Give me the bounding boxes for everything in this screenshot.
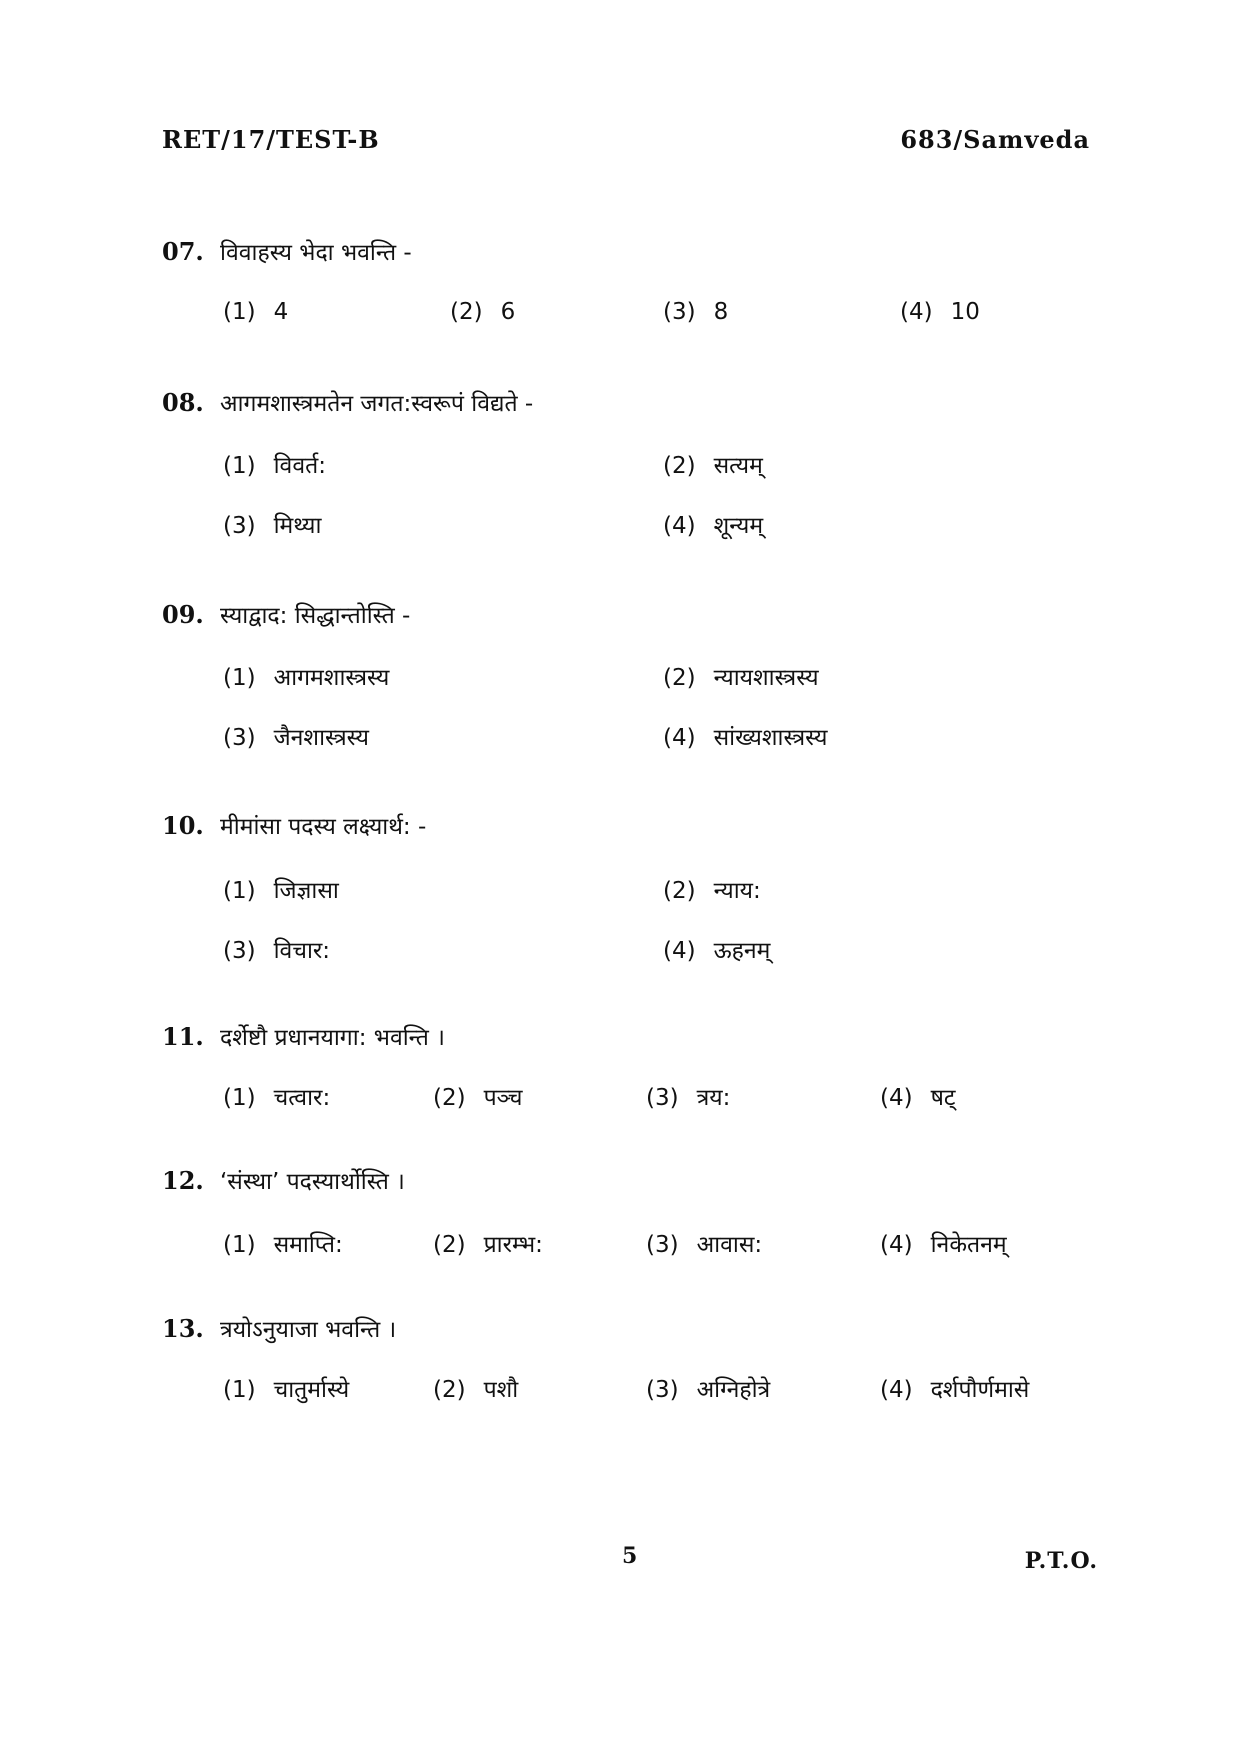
option-text: दर्शपौर्णमासे bbox=[930, 1377, 1030, 1403]
question-11 bbox=[162, 1022, 445, 1053]
option-4 bbox=[880, 1375, 1029, 1405]
option-text: अग्निहोत्रे bbox=[696, 1377, 771, 1403]
option-text: समाप्ति: bbox=[273, 1232, 343, 1258]
option-number: (1) bbox=[223, 878, 256, 904]
option-text: न्यायशास्त्रस्य bbox=[713, 665, 819, 691]
option-2 bbox=[433, 1083, 522, 1113]
option-text: विवर्त: bbox=[273, 453, 326, 479]
option-number: (4) bbox=[900, 299, 933, 325]
option-text: त्रय: bbox=[696, 1085, 731, 1111]
option-2 bbox=[450, 297, 515, 327]
option-number: (3) bbox=[646, 1085, 679, 1111]
question-08 bbox=[162, 388, 533, 419]
question-12 bbox=[162, 1166, 405, 1197]
option-2 bbox=[433, 1375, 518, 1405]
option-number: (3) bbox=[646, 1377, 679, 1403]
option-3 bbox=[663, 297, 728, 327]
option-text: मिथ्या bbox=[273, 513, 322, 539]
option-number: (3) bbox=[223, 725, 256, 751]
option-number: (3) bbox=[223, 938, 256, 964]
option-number: (2) bbox=[663, 878, 696, 904]
option-number: (4) bbox=[880, 1377, 913, 1403]
question-text: विवाहस्य भेदा भवन्ति - bbox=[220, 240, 412, 266]
option-number: (2) bbox=[663, 453, 696, 479]
option-1 bbox=[223, 876, 339, 906]
option-text: षट् bbox=[930, 1085, 956, 1111]
option-number: (1) bbox=[223, 453, 256, 479]
question-number: 11. bbox=[162, 1022, 204, 1051]
option-2 bbox=[663, 451, 763, 481]
option-2 bbox=[663, 876, 761, 906]
option-1 bbox=[223, 451, 326, 481]
option-3 bbox=[223, 511, 321, 541]
question-10 bbox=[162, 811, 426, 842]
option-text: विचार: bbox=[273, 938, 331, 964]
option-text: 6 bbox=[500, 299, 516, 325]
question-number: 13. bbox=[162, 1314, 204, 1343]
option-number: (4) bbox=[880, 1085, 913, 1111]
option-text: न्याय: bbox=[713, 878, 761, 904]
option-3 bbox=[646, 1230, 762, 1260]
option-text: चातुर्मास्ये bbox=[273, 1377, 350, 1403]
question-number: 12. bbox=[162, 1166, 204, 1195]
question-text: आगमशास्त्रमतेन जगत:स्वरूपं विद्यते - bbox=[220, 391, 534, 417]
option-text: आवास: bbox=[696, 1232, 763, 1258]
question-text: ‘संस्था’ पदस्यार्थोस्ति । bbox=[220, 1169, 405, 1195]
option-number: (1) bbox=[223, 665, 256, 691]
option-text: पशौ bbox=[483, 1377, 519, 1403]
question-text: दर्शेष्टौ प्रधानयागा: भवन्ति । bbox=[220, 1025, 445, 1051]
option-text: 10 bbox=[950, 299, 980, 325]
option-2 bbox=[663, 663, 819, 693]
option-4 bbox=[663, 936, 770, 966]
option-number: (2) bbox=[433, 1085, 466, 1111]
option-4 bbox=[663, 511, 763, 541]
option-text: आगमशास्त्रस्य bbox=[273, 665, 390, 691]
option-text: पञ्च bbox=[483, 1085, 523, 1111]
option-number: (4) bbox=[663, 938, 696, 964]
option-1 bbox=[223, 1083, 330, 1113]
option-number: (4) bbox=[880, 1232, 913, 1258]
question-text: स्याद्वाद: सिद्धान्तोस्ति - bbox=[220, 603, 411, 629]
pto-label: P.T.O. bbox=[1024, 1548, 1098, 1574]
option-text: चत्वार: bbox=[273, 1085, 331, 1111]
option-4 bbox=[900, 297, 980, 327]
option-text: निकेतनम् bbox=[930, 1232, 1007, 1258]
question-number: 09. bbox=[162, 600, 204, 629]
option-1 bbox=[223, 663, 389, 693]
option-4 bbox=[663, 723, 827, 753]
question-number: 07. bbox=[162, 237, 204, 266]
question-text: मीमांसा पदस्य लक्ष्यार्थ: - bbox=[220, 814, 427, 840]
option-number: (4) bbox=[663, 725, 696, 751]
option-number: (1) bbox=[223, 1085, 256, 1111]
option-text: 8 bbox=[713, 299, 729, 325]
option-text: जिज्ञासा bbox=[273, 878, 339, 904]
paper-code: 683/Samveda bbox=[900, 125, 1090, 154]
option-4 bbox=[880, 1083, 955, 1113]
option-number: (4) bbox=[663, 513, 696, 539]
option-number: (2) bbox=[433, 1377, 466, 1403]
option-text: 4 bbox=[273, 299, 289, 325]
question-07 bbox=[162, 237, 412, 268]
question-09 bbox=[162, 600, 410, 631]
option-number: (3) bbox=[223, 513, 256, 539]
option-2 bbox=[433, 1230, 543, 1260]
option-text: सत्यम् bbox=[713, 453, 763, 479]
option-text: शून्यम् bbox=[713, 513, 764, 539]
option-3 bbox=[646, 1375, 770, 1405]
option-number: (2) bbox=[663, 665, 696, 691]
exam-code: RET/17/TEST-B bbox=[162, 125, 380, 154]
option-text: जैनशास्त्रस्य bbox=[273, 725, 369, 751]
option-number: (1) bbox=[223, 1377, 256, 1403]
option-3 bbox=[223, 723, 369, 753]
option-number: (3) bbox=[663, 299, 696, 325]
page-number: 5 bbox=[622, 1543, 638, 1569]
option-number: (1) bbox=[223, 1232, 256, 1258]
option-number: (1) bbox=[223, 299, 256, 325]
question-number: 08. bbox=[162, 388, 204, 417]
option-text: ऊहनम् bbox=[713, 938, 771, 964]
option-1 bbox=[223, 1230, 343, 1260]
option-number: (3) bbox=[646, 1232, 679, 1258]
option-number: (2) bbox=[450, 299, 483, 325]
question-number: 10. bbox=[162, 811, 204, 840]
option-4 bbox=[880, 1230, 1007, 1260]
option-3 bbox=[223, 936, 330, 966]
option-1 bbox=[223, 297, 288, 327]
option-1 bbox=[223, 1375, 349, 1405]
option-text: प्रारम्भ: bbox=[483, 1232, 543, 1258]
option-text: सांख्यशास्त्रस्य bbox=[713, 725, 828, 751]
question-13 bbox=[162, 1314, 396, 1345]
option-number: (2) bbox=[433, 1232, 466, 1258]
option-3 bbox=[646, 1083, 730, 1113]
question-text: त्रयोऽनुयाजा भवन्ति । bbox=[220, 1317, 397, 1343]
